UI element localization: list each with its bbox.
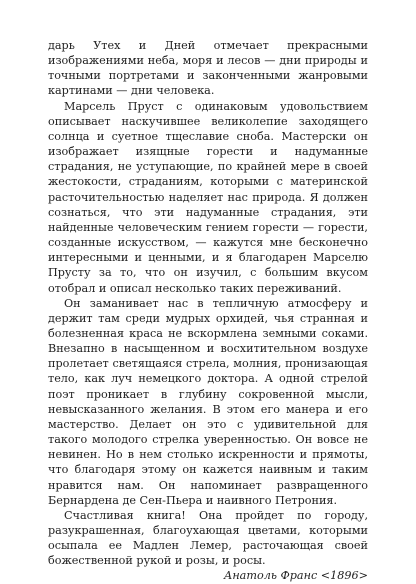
author-signature: Анатоль Франс <1896>	[223, 569, 368, 583]
paragraph-2: Марсель Пруст с одинаковым удовольствием описывает наскучившее великолепие заходящего солнца и суетное тщеславие сноба. Мастерски он изображает изящные горести и надуманные страдания, не уступающие, по крайней мере в своей жестокости, страданиям, которыми с материнской расточительностью наделяет нас природа. Я должен сознаться, что эти надуманные страдания, эти найденные человеческим гением горести — горести, созданные искусством, — кажутся мне бесконечно интересными и ценными, и я благодарен Марселю Прусту за то, что он изучил, с большим вкусом отобрал и описал несколько таких переживаний.	[48, 99, 368, 295]
paragraph-4: Счастливая книга! Она пройдет по городу, разукрашенная, благоухающая цветами, которыми осыпала ее Мадлен Лемер, расточающая своей божественной рукой и розы, и росы.	[48, 508, 368, 568]
paragraph-3: Он заманивает нас в тепличную атмосферу и держит там среди мудрых орхидей, чья странная и болезненная краса не вскормлена земными соками. Внезапно в насыщенном и восхитительном воздухе пролетает светящаяся стрела, молния, пронизающая тело, как луч немецкого доктора. А одной стрелой поэт проникает в глубину сокровенной мысли, невысказанного желания. В этом его манера и его мастерство. Делает он это с удивительной для такого молодого стрелка уверенностью. Он вовсе не невинен. Но в нем столько искренности и прямоты, что благодаря этому он кажется наивным и таким нравится нам. Он напоминает развращенного Бернардена де Сен-Пьера и наивного Петрония.	[48, 296, 368, 507]
document-page	[48, 38, 368, 584]
paragraph-1: дарь Утех и Дней отмечает прекрасными изображениями неба, моря и лесов — дни природы и точными портретами и законченными жанровыми картинами — дни человека.	[48, 39, 368, 98]
